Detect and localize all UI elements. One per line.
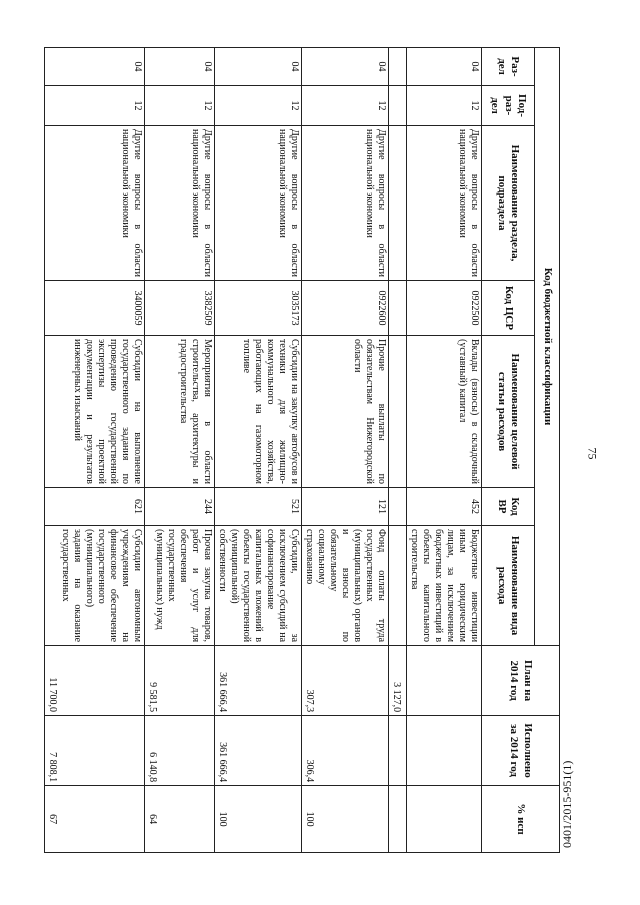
- cell-vr: 621: [45, 488, 145, 526]
- cell-prz: 12: [215, 86, 302, 126]
- cell-done: [389, 716, 407, 786]
- table-row: [215, 48, 302, 853]
- cell-plan: 361 666,4: [215, 646, 302, 716]
- cell-rz: [389, 48, 407, 86]
- cell-rz: 04: [45, 48, 145, 86]
- document-stamp: 0401/2015-951(1): [560, 760, 574, 848]
- cell-plan: 3 127,0: [389, 646, 407, 716]
- cell-pct: 67: [45, 786, 145, 853]
- cell-prz: [389, 86, 407, 126]
- header-expense-name: Наименование вида расхода: [482, 526, 535, 646]
- cell-prz: 12: [302, 86, 389, 126]
- cell-pct: [407, 786, 482, 853]
- cell-done: 7 808,1: [45, 716, 145, 786]
- header-section-name: Наименование раздела, подраздела: [482, 126, 535, 281]
- cell-expense: [389, 526, 407, 646]
- cell-target: Прочие выплаты по обязательствам Нижегородской области: [302, 336, 389, 488]
- cell-section: Другие вопросы в области национальной экономики: [407, 126, 482, 281]
- header-target-name: Наименование целевой статьи расходов: [482, 336, 535, 488]
- cell-section: Другие вопросы в области национальной экономики: [215, 126, 302, 281]
- header-budget-classification: Код бюджетной классификации: [535, 48, 560, 646]
- cell-plan: 11 700,0: [45, 646, 145, 716]
- cell-prz: 12: [407, 86, 482, 126]
- cell-rz: 04: [302, 48, 389, 86]
- cell-section: Другие вопросы в области национальной экономики: [145, 126, 215, 281]
- cell-vr: 452: [407, 488, 482, 526]
- cell-target: Вклады (взносы) в складочный (уставный) капитал: [407, 336, 482, 488]
- cell-rz: 04: [407, 48, 482, 86]
- header-plan: План на 2014 год: [482, 646, 560, 716]
- cell-plan: 307,3: [302, 646, 389, 716]
- cell-plan: 9 581,5: [145, 646, 215, 716]
- cell-section: Другие вопросы в области национальной экономики: [302, 126, 389, 281]
- cell-pct: 100: [302, 786, 389, 853]
- cell-csr: 3035173: [215, 281, 302, 336]
- table-row: [407, 48, 482, 853]
- cell-done: [407, 716, 482, 786]
- table-row: [45, 48, 145, 853]
- cell-rz: 04: [215, 48, 302, 86]
- cell-csr: 0922600: [302, 281, 389, 336]
- cell-vr: 244: [145, 488, 215, 526]
- cell-vr: 521: [215, 488, 302, 526]
- header-section: Раз-дел: [482, 48, 535, 86]
- rotated-table-container: [47, 47, 560, 852]
- cell-pct: 64: [145, 786, 215, 853]
- cell-section: [389, 126, 407, 281]
- cell-prz: 12: [45, 86, 145, 126]
- cell-vr: [389, 488, 407, 526]
- table-row: [302, 48, 389, 853]
- cell-done: 6 140,8: [145, 716, 215, 786]
- cell-rz: 04: [145, 48, 215, 86]
- cell-pct: 100: [215, 786, 302, 853]
- cell-csr: 3382509: [145, 281, 215, 336]
- cell-vr: 121: [302, 488, 389, 526]
- cell-pct: [389, 786, 407, 853]
- header-percent: % исп: [482, 786, 560, 853]
- cell-done: 361 666,4: [215, 716, 302, 786]
- cell-target: Субсидии на выполнение государственного задания по проведению государственной экспертизы проектной документации и результатов инженерных изысканий: [45, 336, 145, 488]
- header-subsection: Под-раз-дел: [482, 86, 535, 126]
- cell-plan: [407, 646, 482, 716]
- table-row: [145, 48, 215, 853]
- cell-prz: 12: [145, 86, 215, 126]
- cell-expense: Прочая закупка товаров, работ и услуг для обеспечения государственных (муниципальных) нужд: [145, 526, 215, 646]
- cell-expense: Субсидии автономным учреждениям на финансовое обеспечение государственного (муниципального) задания на оказание государственных: [45, 526, 145, 646]
- cell-target: Субсидии на закупку автобусов и техники для жилищно-коммунального хозяйства, работающих на газомоторном топливе: [215, 336, 302, 488]
- cell-expense: Фонд оплаты труда государственных (муниципальных) органов и взносы по обязательному социальному страхованию: [302, 526, 389, 646]
- cell-target: Мероприятия в области строительства, архитектуры и градостроительства: [145, 336, 215, 488]
- cell-done: 306,4: [302, 716, 389, 786]
- cell-section: Другие вопросы в области национальной экономики: [45, 126, 145, 281]
- table-row: [389, 48, 407, 853]
- cell-csr: 3400059: [45, 281, 145, 336]
- cell-expense: Субсидии, за исключением субсидий на софинансирование капитальных вложений в объекты государственной (муниципальной) собственности: [215, 526, 302, 646]
- cell-csr: [389, 281, 407, 336]
- budget-table: [44, 47, 560, 853]
- header-done: Исполнено за 2014 год: [482, 716, 560, 786]
- cell-target: [389, 336, 407, 488]
- page-number: 75: [585, 447, 600, 460]
- header-csr: Код ЦСР: [482, 281, 535, 336]
- cell-csr: 0922500: [407, 281, 482, 336]
- cell-expense: Бюджетные инвестиции иным юридическим лицам, за исключением бюджетных инвестиций в объекты капитального строительства: [407, 526, 482, 646]
- header-vr: Код ВР: [482, 488, 535, 526]
